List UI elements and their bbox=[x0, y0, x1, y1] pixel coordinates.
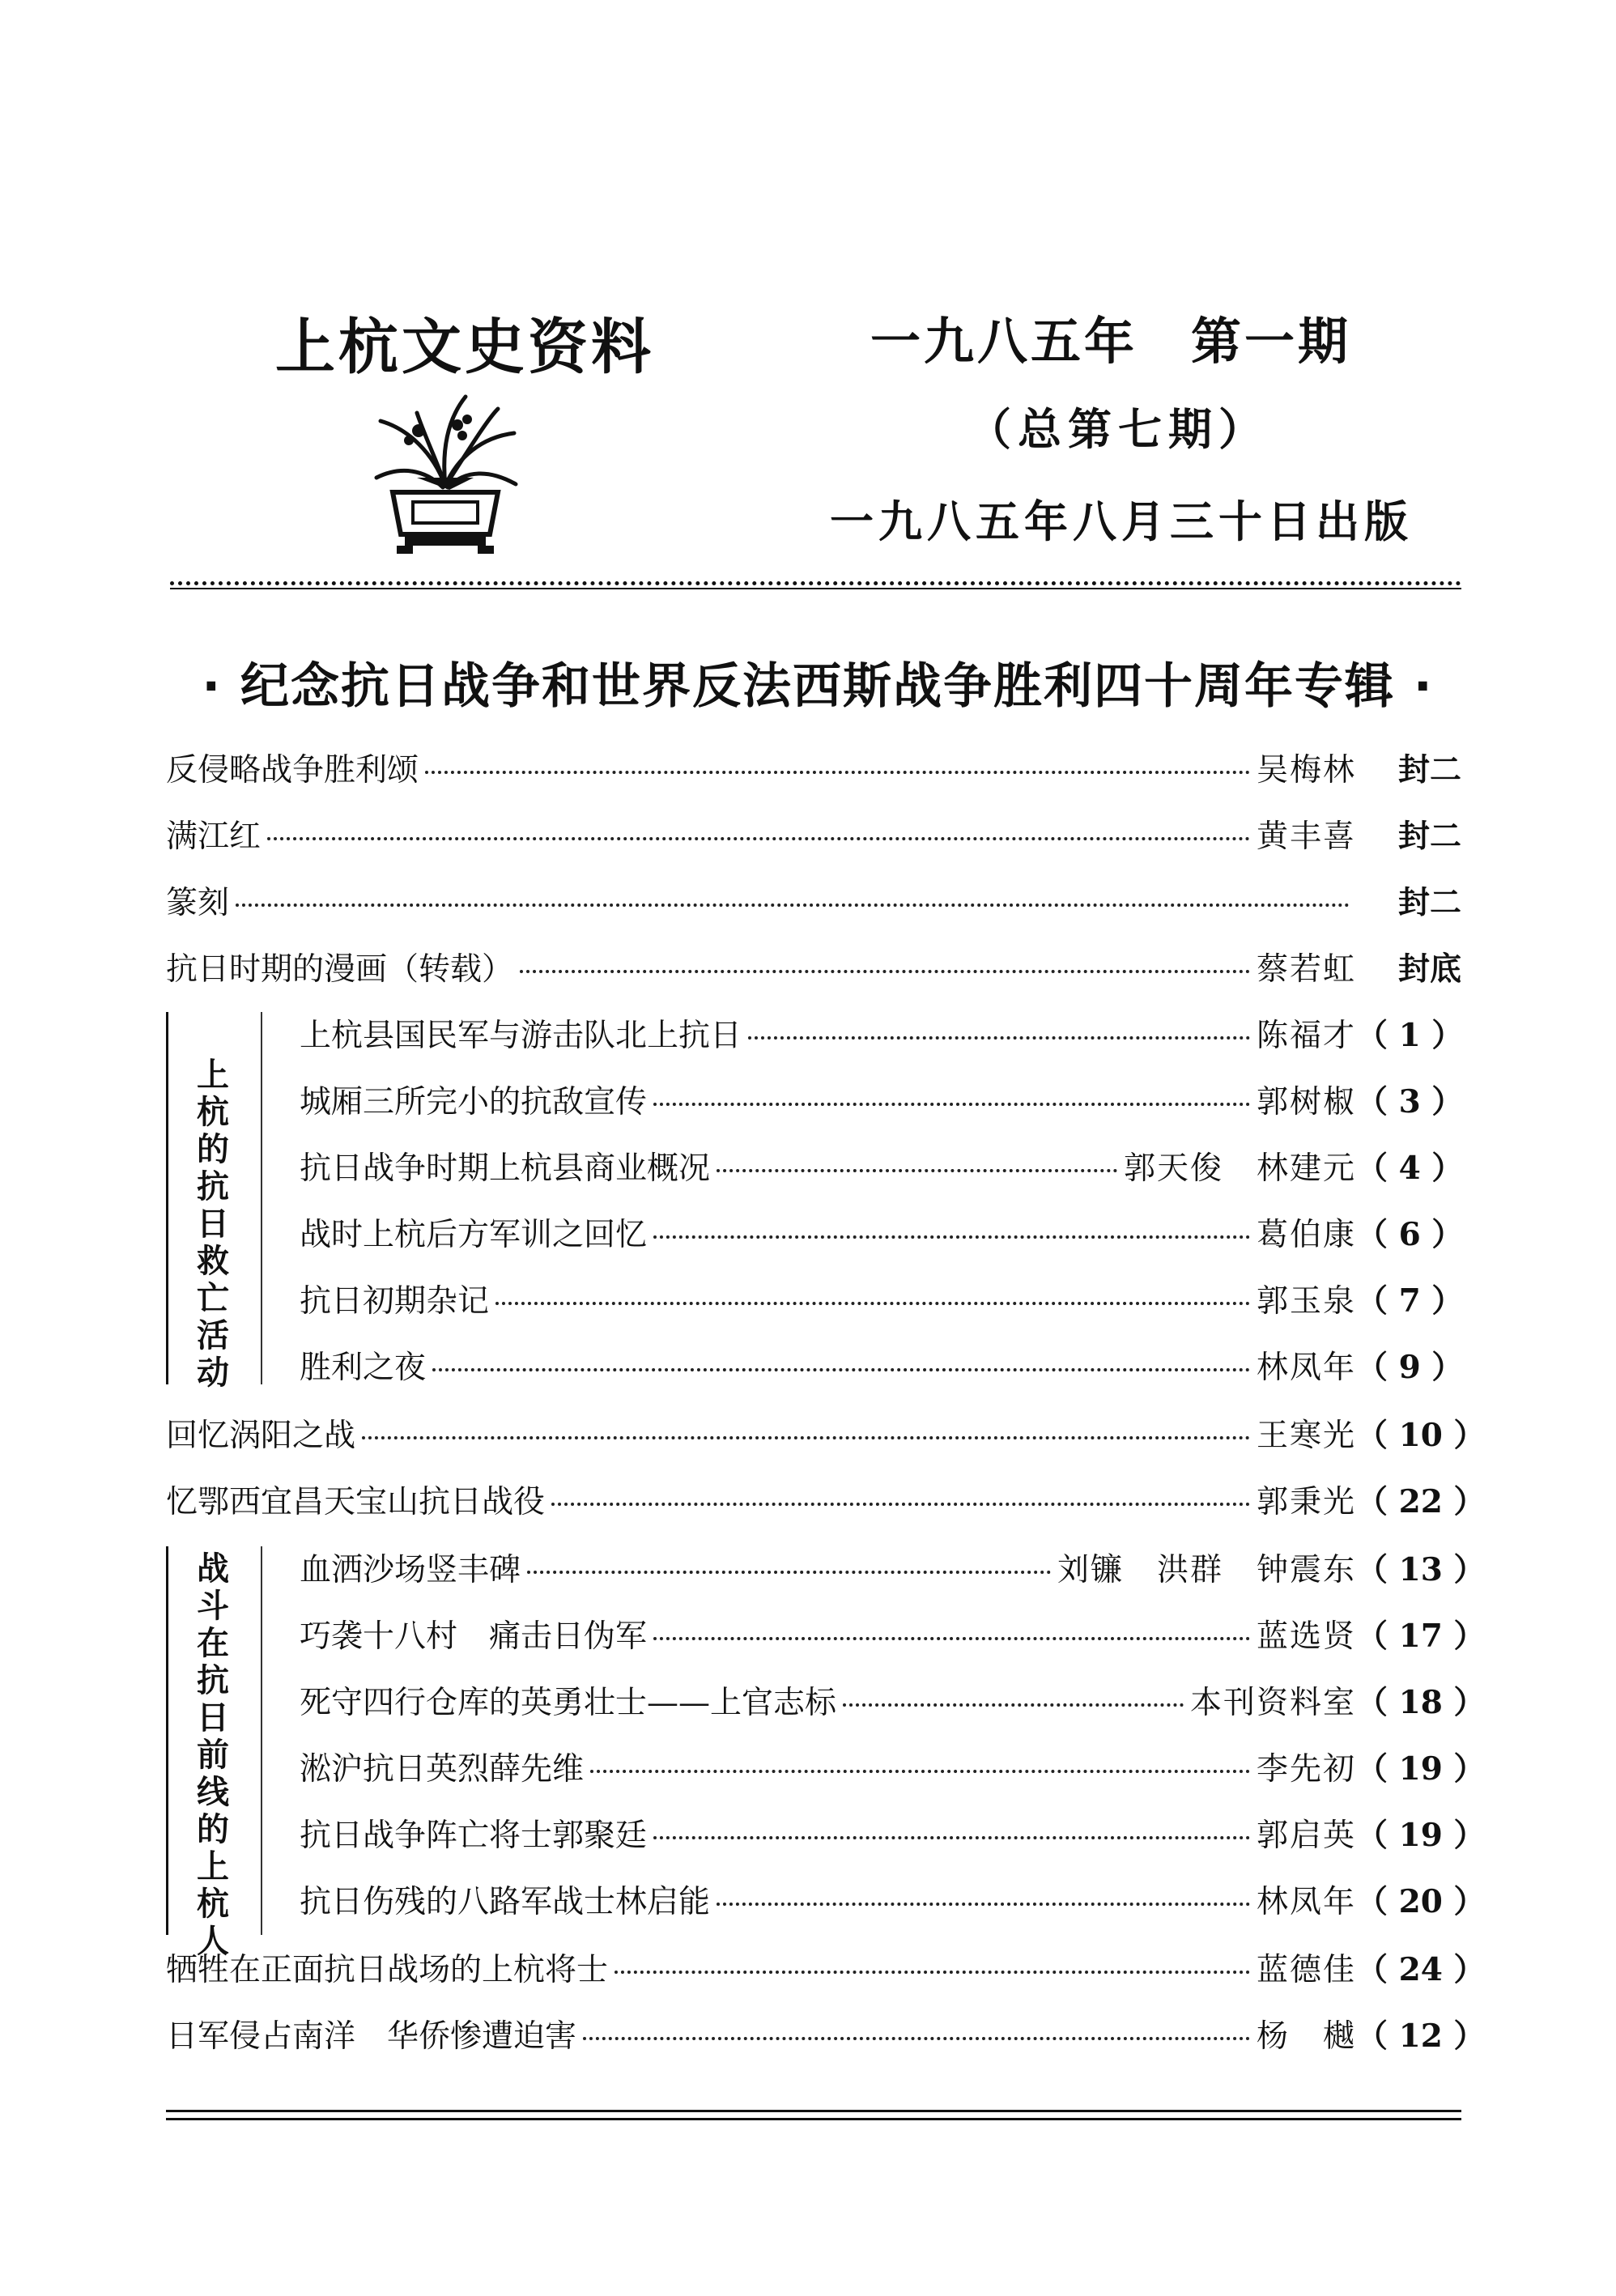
entry-title: 满江红 bbox=[166, 818, 262, 855]
entry-title: 日军侵占南洋 华侨惨遭迫害 bbox=[166, 2018, 577, 2055]
entry-page: 封底 bbox=[1397, 950, 1461, 988]
orchid-pot-icon bbox=[368, 389, 522, 559]
entry-page: （ 9 ） bbox=[1356, 1349, 1464, 1386]
section-bracket bbox=[166, 1012, 168, 1384]
entry-page: （ 13 ） bbox=[1356, 1551, 1486, 1588]
entry-page: （ 17 ） bbox=[1356, 1618, 1486, 1655]
toc-entry bbox=[300, 1543, 1486, 1592]
entry-author: 杨 樾 bbox=[1256, 2018, 1356, 2055]
entry-title: 死守四行仓库的英勇壮士——上官志标 bbox=[300, 1685, 837, 1721]
top-dotted-rule bbox=[170, 581, 1461, 585]
entry-author: 刘镰 洪群 钟震东 bbox=[1057, 1552, 1356, 1588]
entry-author: 郭秉光 bbox=[1256, 1484, 1356, 1520]
entry-title: 抗日战争时期上杭县商业概况 bbox=[300, 1150, 711, 1187]
entry-page: （ 20 ） bbox=[1356, 1883, 1486, 1920]
leader-dots bbox=[717, 1903, 1250, 1906]
entry-page: （ 19 ） bbox=[1356, 1817, 1486, 1854]
leader-dots bbox=[362, 1436, 1250, 1439]
section-label: 战斗在抗日前线的上杭人 bbox=[197, 1550, 229, 1960]
entry-author: 本刊资料室 bbox=[1189, 1685, 1356, 1721]
entry-title: 抗日初期杂记 bbox=[300, 1283, 490, 1320]
entry-author: 林凤年 bbox=[1256, 1884, 1356, 1920]
entry-author: 蓝选贤 bbox=[1256, 1618, 1356, 1655]
leader-dots bbox=[615, 1971, 1250, 1974]
entry-page: （ 7 ） bbox=[1356, 1282, 1464, 1320]
entry-title: 血洒沙场竖丰碑 bbox=[300, 1552, 521, 1588]
bottom-rule bbox=[166, 2118, 1461, 2120]
entry-author: 葛伯康 bbox=[1256, 1217, 1356, 1253]
leader-dots bbox=[520, 970, 1250, 973]
entry-author: 吴梅林 bbox=[1256, 752, 1356, 789]
total-issue: （总第七期） bbox=[967, 403, 1269, 455]
entry-page: （ 12 ） bbox=[1356, 2018, 1486, 2055]
toc-entry bbox=[300, 1676, 1486, 1724]
section-bracket bbox=[166, 1546, 168, 1935]
entry-author: 郭启英 bbox=[1256, 1818, 1356, 1854]
entry-page: （ 3 ） bbox=[1356, 1083, 1464, 1120]
leader-dots bbox=[590, 1770, 1250, 1773]
entry-author: 王寒光 bbox=[1256, 1418, 1356, 1454]
entry-title: 抗日时期的漫画（转载） bbox=[166, 951, 514, 988]
section-label: 上杭的抗日救亡活动 bbox=[197, 1057, 229, 1392]
entry-page: （ 18 ） bbox=[1356, 1684, 1486, 1721]
entry-page: 封二 bbox=[1397, 884, 1461, 921]
toc-entry bbox=[166, 1409, 1486, 1457]
top-rule bbox=[170, 588, 1461, 589]
leader-dots bbox=[653, 1103, 1250, 1106]
entry-author: 蓝德佳 bbox=[1256, 1952, 1356, 1988]
entry-title: 战时上杭后方军训之回忆 bbox=[300, 1217, 648, 1253]
entry-page: （ 6 ） bbox=[1356, 1216, 1464, 1253]
leader-dots bbox=[527, 1571, 1051, 1574]
entry-title: 胜利之夜 bbox=[300, 1350, 427, 1386]
leader-dots bbox=[267, 837, 1250, 840]
entry-page: （ 1 ） bbox=[1356, 1017, 1464, 1054]
toc-entry bbox=[166, 2009, 1486, 2058]
entry-page: （ 10 ） bbox=[1356, 1417, 1486, 1454]
entry-author: 黄丰喜 bbox=[1256, 818, 1356, 855]
section-divider bbox=[261, 1546, 262, 1935]
journal-title: 上杭文史资料 bbox=[275, 313, 654, 382]
entry-title: 篆刻 bbox=[166, 885, 230, 921]
toc-entry bbox=[300, 1609, 1486, 1658]
leader-dots bbox=[843, 1703, 1184, 1707]
entry-title: 城厢三所完小的抗敌宣传 bbox=[300, 1084, 648, 1120]
entry-author: 郭玉泉 bbox=[1256, 1283, 1356, 1320]
entry-author: 郭天俊 林建元 bbox=[1123, 1150, 1356, 1187]
leader-dots bbox=[551, 1503, 1250, 1506]
entry-page: 封二 bbox=[1397, 818, 1461, 855]
special-issue-title: · 纪念抗日战争和世界反法西斯战争胜利四十周年专辑 · bbox=[202, 658, 1434, 715]
section-divider bbox=[261, 1012, 262, 1384]
entry-page: （ 4 ） bbox=[1356, 1150, 1464, 1187]
entry-title: 忆鄂西宜昌天宝山抗日战役 bbox=[166, 1484, 546, 1520]
entry-title: 上杭县国民军与游击队北上抗日 bbox=[300, 1018, 742, 1054]
toc-entry bbox=[166, 1475, 1486, 1524]
leader-dots bbox=[495, 1302, 1250, 1305]
leader-dots bbox=[748, 1036, 1250, 1040]
toc-entry bbox=[300, 1208, 1464, 1256]
leader-dots bbox=[236, 904, 1350, 907]
toc-entry bbox=[300, 1075, 1464, 1124]
leader-dots bbox=[425, 771, 1250, 774]
entry-title: 抗日战争阵亡将士郭聚廷 bbox=[300, 1818, 648, 1854]
toc-entry bbox=[166, 942, 1461, 991]
leader-dots bbox=[653, 1637, 1250, 1640]
toc-entry bbox=[166, 743, 1461, 792]
leader-dots bbox=[432, 1368, 1250, 1371]
toc-entry bbox=[166, 810, 1461, 858]
entry-author: 林凤年 bbox=[1256, 1350, 1356, 1386]
leader-dots bbox=[583, 2037, 1250, 2040]
entry-page: （ 19 ） bbox=[1356, 1750, 1486, 1788]
bottom-rule bbox=[166, 2110, 1461, 2112]
entry-author: 蔡若虹 bbox=[1256, 951, 1356, 988]
toc-entry bbox=[166, 876, 1461, 925]
issue-number: 一九八五年 第一期 bbox=[870, 312, 1352, 371]
entry-page: （ 22 ） bbox=[1356, 1483, 1486, 1520]
entry-title: 淞沪抗日英烈薛先维 bbox=[300, 1751, 585, 1788]
toc-entry bbox=[300, 1809, 1486, 1857]
entry-author: 陈福才 bbox=[1256, 1018, 1356, 1054]
toc-entry bbox=[300, 1742, 1486, 1791]
entry-author: 李先初 bbox=[1256, 1751, 1356, 1788]
entry-title: 反侵略战争胜利颂 bbox=[166, 752, 419, 789]
toc-entry bbox=[300, 1142, 1464, 1190]
toc-entry bbox=[300, 1274, 1464, 1323]
publication-date: 一九八五年八月三十日出版 bbox=[830, 495, 1413, 547]
entry-page: （ 24 ） bbox=[1356, 1951, 1486, 1988]
entry-page: 封二 bbox=[1397, 751, 1461, 789]
toc-entry bbox=[300, 1009, 1464, 1057]
toc-entry bbox=[300, 1341, 1464, 1389]
entry-title: 牺牲在正面抗日战场的上杭将士 bbox=[166, 1952, 609, 1988]
toc-entry bbox=[166, 1943, 1486, 1992]
leader-dots bbox=[717, 1169, 1117, 1172]
toc-entry bbox=[300, 1875, 1486, 1924]
leader-dots bbox=[653, 1836, 1250, 1839]
entry-author: 郭树椒 bbox=[1256, 1084, 1356, 1120]
entry-title: 回忆涡阳之战 bbox=[166, 1418, 356, 1454]
leader-dots bbox=[653, 1235, 1250, 1239]
entry-title: 巧袭十八村 痛击日伪军 bbox=[300, 1618, 648, 1655]
entry-title: 抗日伤残的八路军战士林启能 bbox=[300, 1884, 711, 1920]
